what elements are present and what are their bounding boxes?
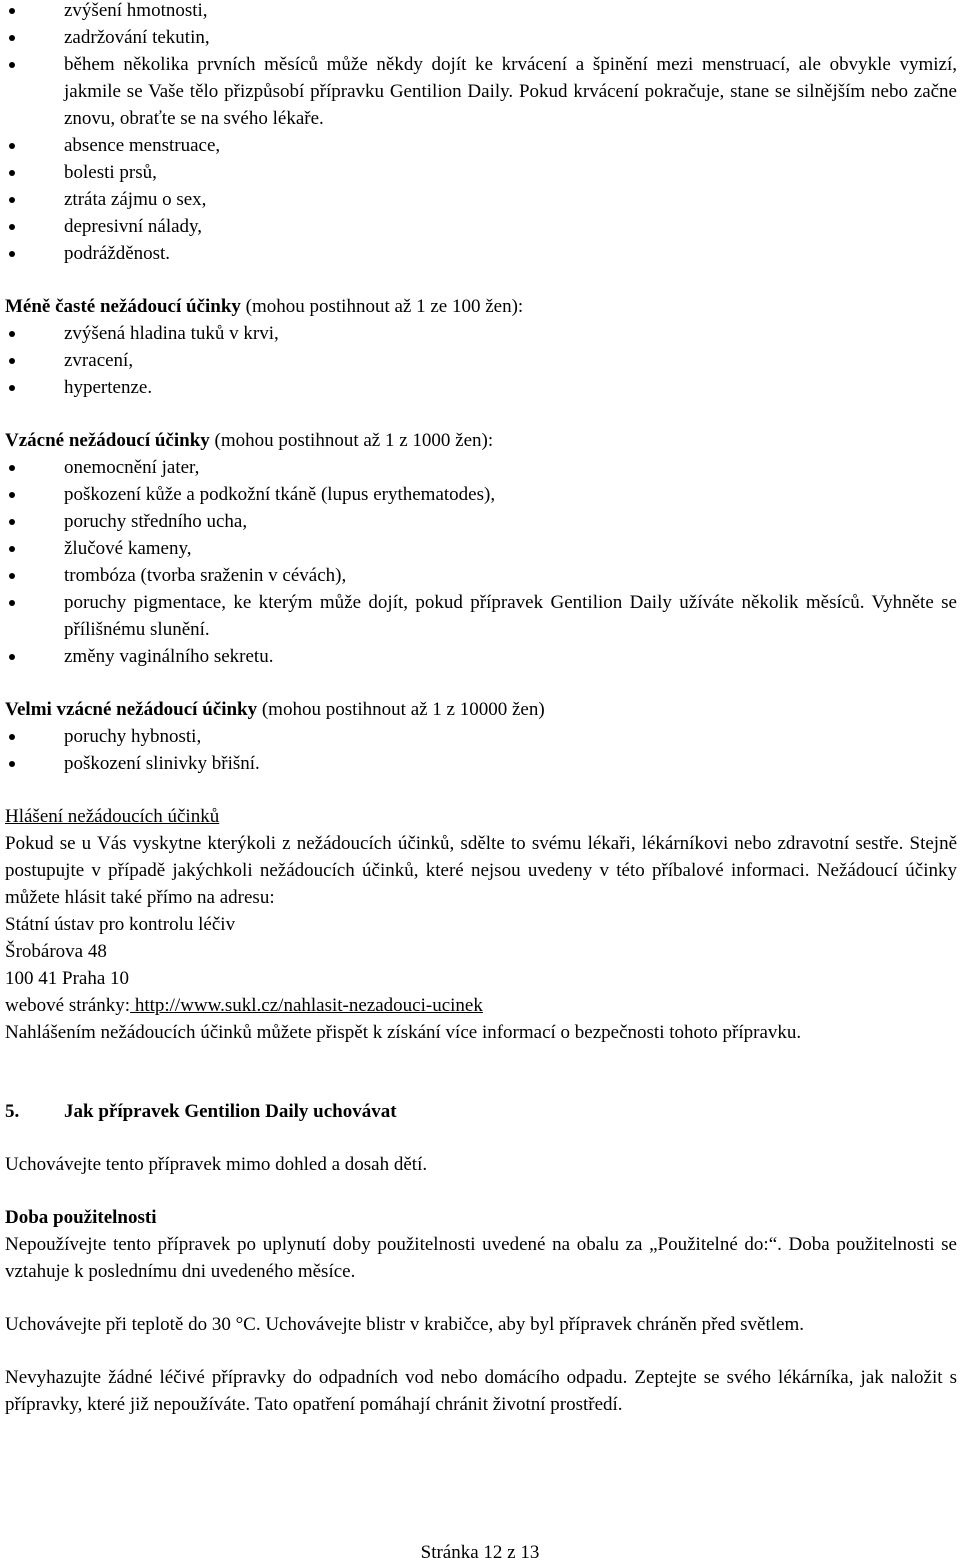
rare-title: Vzácné nežádoucí účinky bbox=[5, 430, 210, 451]
list-item: změny vaginálního sekretu. bbox=[5, 643, 957, 670]
list-item: zvracení, bbox=[5, 347, 957, 374]
uncommon-list bbox=[5, 320, 957, 401]
very-rare-title: Velmi vzácné nežádoucí účinky bbox=[5, 699, 258, 720]
website-line bbox=[5, 992, 957, 1019]
rare-list bbox=[5, 454, 957, 670]
uncommon-frequency: (mohou postihnout až 1 ze 100 žen): bbox=[240, 296, 524, 317]
expiry-text: Nepoužívejte tento přípravek po uplynutí doby použitelnosti uvedené na obalu za „Použitelné do:“. Doba použitelnosti se vztahuje k poslednímu dni uvedeného měsíce. bbox=[5, 1234, 957, 1282]
list-item: poruchy pigmentace, ke kterým může dojít, pokud přípravek Gentilion Daily užíváte několik měsíců. Vyhněte se přílišnému slunění. bbox=[5, 589, 957, 643]
reporting-paragraph: Pokud se u Vás vyskytne kterýkoli z nežádoucích účinků, sdělte to svému lékaři, lékárníkovi nebo zdravotní sestře. Stejně postupujte v případě jakýchkoli nežádoucích účinků, které nejsou uvedeny v této příbalové informaci. Nežádoucí účinky můžete hlásit také přímo na adresu: bbox=[5, 833, 957, 908]
list-item: poškození kůže a podkožní tkáně (lupus erythematodes), bbox=[5, 481, 957, 508]
expiry-heading: Doba použitelnosti bbox=[5, 1207, 157, 1228]
list-item: zadržování tekutin, bbox=[5, 24, 957, 51]
website-link[interactable]: http://www.sukl.cz/nahlasit-nezadouci-ucinek bbox=[130, 995, 483, 1016]
address-line-3: 100 41 Praha 10 bbox=[5, 968, 130, 989]
address-line-2: Šrobárova 48 bbox=[5, 941, 107, 962]
rare-frequency: (mohou postihnout až 1 z 1000 žen): bbox=[209, 430, 494, 451]
reporting-closing: Nahlášením nežádoucích účinků můžete přispět k získání více informací o bezpečnosti tohoto přípravku. bbox=[5, 1022, 802, 1043]
list-item: zvýšená hladina tuků v krvi, bbox=[5, 320, 957, 347]
list-item: onemocnění jater, bbox=[5, 454, 957, 481]
list-item: poruchy středního ucha, bbox=[5, 508, 957, 535]
disposal-text: Nevyhazujte žádné léčivé přípravky do odpadních vod nebo domácího odpadu. Zeptejte se svého lékárníka, jak naložit s přípravky, které již nepoužíváte. Tato opatření pomáhají chránit životní prostředí. bbox=[5, 1367, 957, 1415]
side-effects-list bbox=[5, 0, 957, 267]
list-item: bolesti prsů, bbox=[5, 159, 957, 186]
storage-conditions: Uchovávejte při teplotě do 30 °C. Uchovávejte blistr v krabičce, aby byl přípravek chráněn před světlem. bbox=[5, 1314, 804, 1335]
list-item: žlučové kameny, bbox=[5, 535, 957, 562]
website-label: webové stránky: bbox=[5, 995, 131, 1016]
list-item: ztráta zájmu o sex, bbox=[5, 186, 957, 213]
list-item: během několika prvních měsíců může někdy dojít ke krvácení a špinění mezi menstruací, ale obvykle vymizí, jakmile se Vaše tělo přizpůsobí přípravku Gentilion Daily. Pokud krvácení pokračuje, stane se silnějším nebo začne znovu, obraťte se na svého lékaře. bbox=[5, 51, 957, 132]
page-number: Stránka 12 z 13 bbox=[420, 1542, 540, 1563]
very-rare-list bbox=[5, 723, 957, 777]
uncommon-heading bbox=[5, 293, 957, 320]
list-item: depresivní nálady, bbox=[5, 213, 957, 240]
section-title: Jak přípravek Gentilion Daily uchovávat bbox=[64, 1101, 397, 1122]
list-item: podrážděnost. bbox=[5, 240, 957, 267]
rare-heading bbox=[5, 427, 957, 454]
list-item: poškození slinivky břišní. bbox=[5, 750, 957, 777]
section-number: 5. bbox=[5, 1101, 20, 1122]
list-item: trombóza (tvorba sraženin v cévách), bbox=[5, 562, 957, 589]
list-item: absence menstruace, bbox=[5, 132, 957, 159]
storage-intro: Uchovávejte tento přípravek mimo dohled a dosah dětí. bbox=[5, 1154, 428, 1175]
very-rare-heading bbox=[5, 696, 957, 723]
address-line-1: Státní ústav pro kontrolu léčiv bbox=[5, 914, 236, 935]
reporting-heading: Hlášení nežádoucích účinků bbox=[5, 806, 220, 827]
list-item: poruchy hybnosti, bbox=[5, 723, 957, 750]
very-rare-frequency: (mohou postihnout až 1 z 10000 žen) bbox=[257, 699, 545, 720]
section-5-heading bbox=[5, 1098, 957, 1125]
list-item: zvýšení hmotnosti, bbox=[5, 0, 957, 24]
list-item: hypertenze. bbox=[5, 374, 957, 401]
uncommon-title: Méně časté nežádoucí účinky bbox=[5, 296, 241, 317]
document-page bbox=[5, 0, 957, 1418]
